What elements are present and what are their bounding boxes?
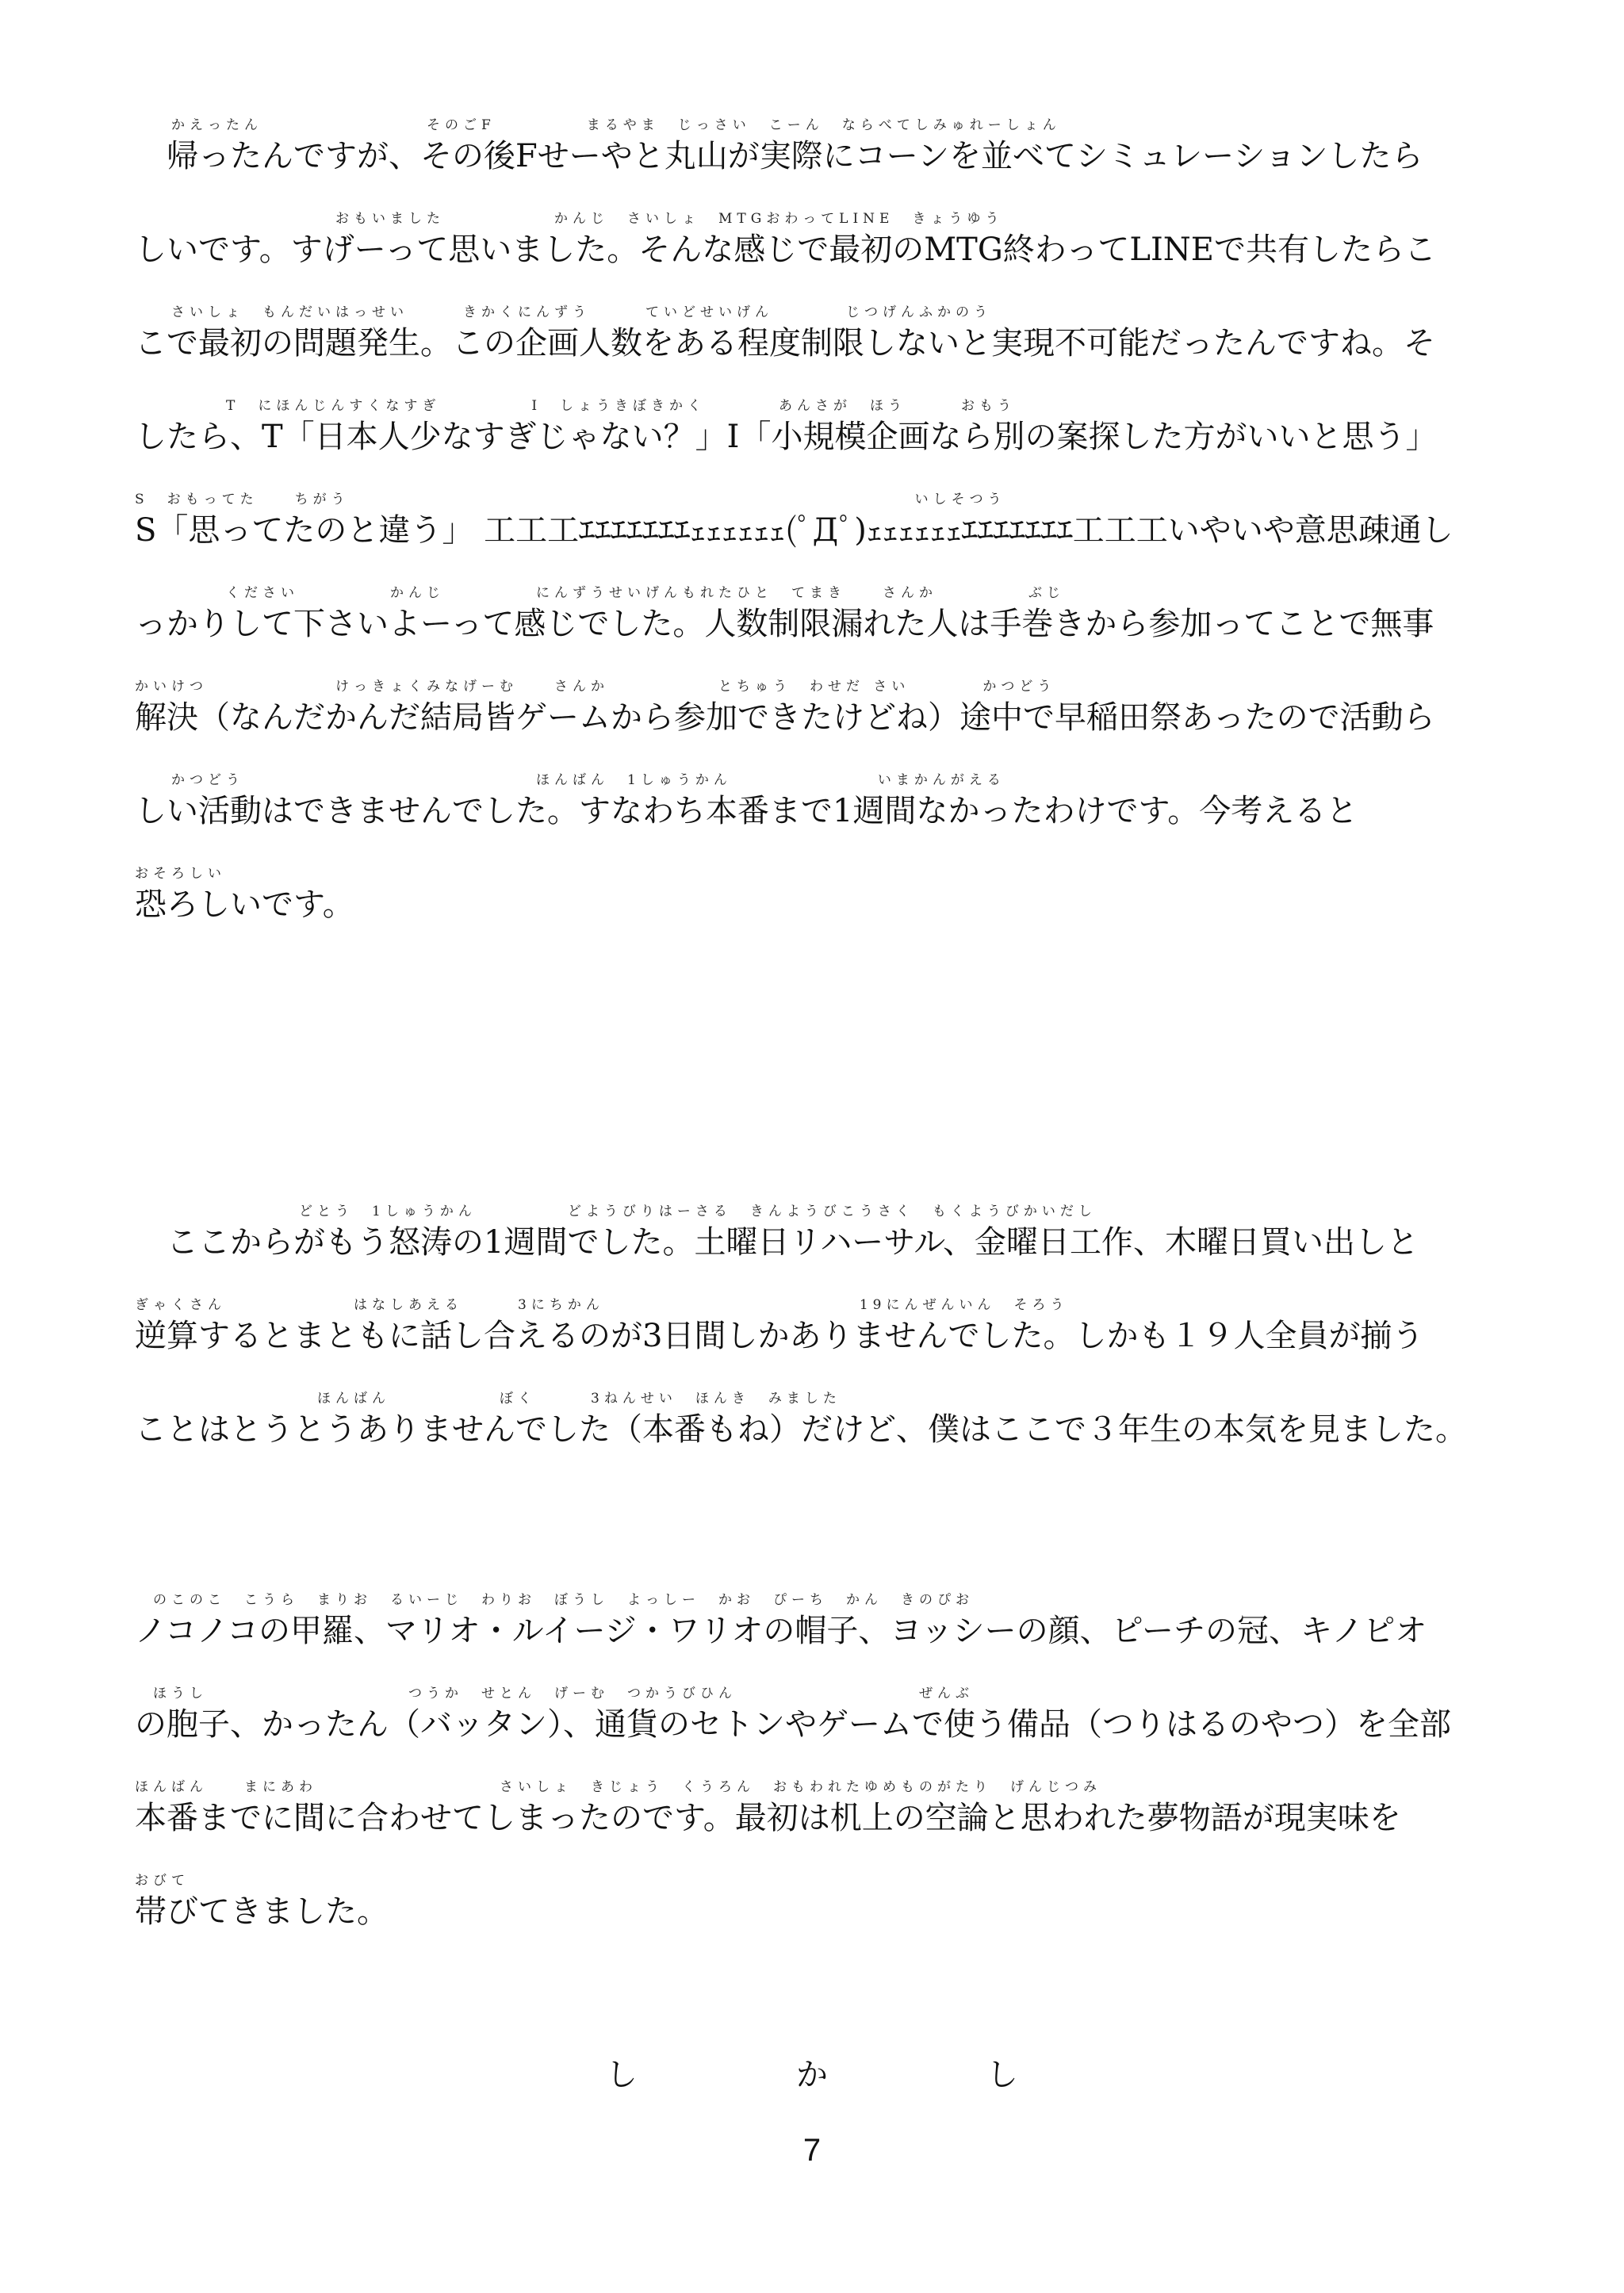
text-line [135,1201,1499,1295]
furigana-row: ぎゃくさん はなしあえる 3にちかん 19にんぜんいん そろう [135,1297,1069,1313]
text-line [135,1870,1499,1964]
furigana-row: ください かんじ にんずうせいげんもれたひと てまき さんか ぶじ [135,585,1065,601]
paragraph-2 [135,1201,1499,1482]
furigana-row: かいけつ けっきょくみなげーむ さんか とちゅう わせだ さい かつどう [135,679,1056,695]
paragraph-3 [135,1590,1499,1964]
furigana-row: のこのこ こうら まりお るいーじ わりお ぼうし よっしー かお ぴーち かん きのぴお [135,1592,974,1608]
closing-phrase: しかし [606,2057,1177,2093]
body-text: の胞子、かったん（バッタン）、通貨のセトンやゲームで使う備品（つりはるのやつ）を全部 [135,1706,1451,1743]
furigana-row: ほうし つうか せとん げーむ つかうびひん ぜんぶ [135,1686,974,1702]
text-line [135,1683,1499,1777]
body-text: 帰ったんですが、その後Fせーやと丸山が実際にコーンを並べてシミュレーションしたら [135,138,1423,174]
body-text: S「思ってたのと違う」 工工工ｴｴｴｴｴｴｴｪｪｪｪｪｪ(ﾟДﾟ)ｪｪｪｪｪｪｴｴｴｴｴｴｴ工工工いやいや意思疎通し [135,512,1454,549]
body-text: しいです。すげーって思いました。そんな感じで最初のMTG終わってLINEで共有したらこ [135,232,1436,268]
furigana-row: どとう 1しゅうかん どようびりはーさる きんようびこうさく もくようびかいだし [135,1204,1097,1219]
page-number: 7 [802,2133,822,2168]
body-text: っかりして下さいよーって感じでした。人数制限漏れた人は手巻きから参加ってことで無事 [135,606,1434,642]
body-text: したら、T「日本人少なすぎじゃない？」I「小規模企画なら別の案探した方がいいと思う」 [135,419,1438,455]
text-line [135,1388,1499,1482]
text-line [135,115,1499,209]
text-line [135,1295,1499,1388]
text-line [135,1777,1499,1870]
text-line [135,489,1499,583]
body-text: ここからがもう怒涛の1週間でした。土曜日リハーサル、金曜日工作、木曜日買い出しと [135,1224,1419,1261]
body-text: こで最初の問題発生。この企画人数をある程度制限しないと実現不可能だったんですね。そ [135,325,1435,362]
body-text: ことはとうとうありませんでした（本番もね）だけど、僕はここで３年生の本気を見ました。 [135,1411,1467,1448]
furigana-row: ほんばん ぼく 3ねんせい ほんき みました [135,1391,841,1407]
body-text: 恐ろしいです。 [135,886,354,923]
text-line [135,1590,1499,1683]
body-text: 本番までに間に合わせてしまったのです。最初は机上の空論と思われた夢物語が現実味を [135,1800,1401,1836]
body-text: ノコノコの甲羅、マリオ・ルイージ・ワリオの帽子、ヨッシーの顔、ピーチの冠、キノピオ [135,1613,1427,1649]
furigana-row: かつどう ほんばん 1しゅうかん いまかんがえる [135,772,1005,788]
text-line [135,209,1499,302]
furigana-row: T にほんじんすくなすぎ I しょうきぼきかく あんさが ほう おもう [135,398,1017,414]
text-line [135,770,1499,863]
furigana-row: さいしょ もんだいはっせい きかくにんずう ていどせいげん じつげんふかのう [135,304,992,320]
text-line [135,302,1499,396]
body-text: しい活動はできませんでした。すなわち本番まで1週間なかったわけです。今考えると [135,793,1358,829]
body-text: 解決（なんだかんだ結局皆ゲームから参加できたけどね）途中で早稲田祭あったので活動ら [135,699,1435,736]
furigana-row: かえったん そのごF まるやま じっさい こーん ならべてしみゅれーしょん [135,117,1061,133]
body-text: 逆算するとまともに話し合えるのが3日間しかありませんでした。しかも１９人全員が揃う [135,1318,1424,1354]
furigana-row: おびて [135,1873,190,1889]
furigana-row: S おもってた ちがう いしそつう [135,492,1006,507]
text-line [135,396,1499,489]
furigana-row: ほんばん まにあわ さいしょ きじょう くうろん おもわれたゆめものがたり げんじつみ [135,1779,1101,1795]
text-line [135,583,1499,676]
text-line [135,863,1499,957]
furigana-row: おそろしい [135,866,226,882]
body-text: 帯びてきました。 [135,1893,389,1930]
text-line [135,676,1499,770]
furigana-row: おもいました かんじ さいしょ MTGおわってLINE きょうゆう [135,211,1004,227]
paragraph-1 [135,115,1499,957]
